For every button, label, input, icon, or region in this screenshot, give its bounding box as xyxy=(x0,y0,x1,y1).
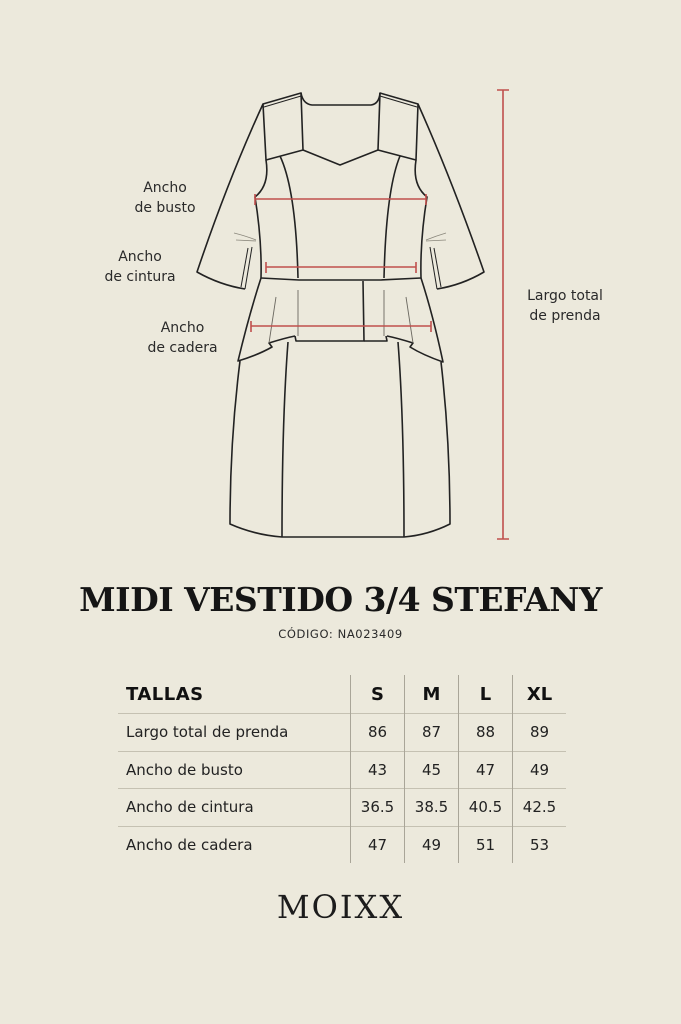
hip-measure-line xyxy=(251,321,431,332)
length-label xyxy=(515,286,615,326)
cell-value: 89 xyxy=(513,714,567,752)
waist-label xyxy=(95,247,185,287)
cell-value: 45 xyxy=(405,751,459,789)
cell-value: 87 xyxy=(405,714,459,752)
cell-value: 36.5 xyxy=(351,789,405,827)
row-label: Ancho de cintura xyxy=(118,789,351,827)
right-sleeve xyxy=(418,104,484,289)
size-table-header xyxy=(118,675,566,714)
row-label: Ancho de busto xyxy=(118,751,351,789)
cell-value: 53 xyxy=(513,826,567,863)
table-row xyxy=(118,789,566,827)
cell-value: 38.5 xyxy=(405,789,459,827)
table-row xyxy=(118,751,566,789)
hip-label-line2: de cadera xyxy=(147,340,218,356)
waist-seam xyxy=(261,278,421,280)
header-size-s: S xyxy=(351,675,405,714)
bust-label-line2: de busto xyxy=(134,200,196,216)
peplum-right xyxy=(387,278,443,362)
cell-value: 88 xyxy=(459,714,513,752)
row-label: Largo total de prenda xyxy=(118,714,351,752)
size-table xyxy=(118,675,566,863)
skirt xyxy=(230,361,450,537)
bust-label-line1: Ancho xyxy=(143,180,187,196)
cell-value: 49 xyxy=(405,826,459,863)
waist-label-line2: de cintura xyxy=(104,269,176,285)
length-measure-line xyxy=(497,90,509,539)
cell-value: 43 xyxy=(351,751,405,789)
header-tallas: TALLAS xyxy=(126,683,204,705)
peplum-left xyxy=(238,278,295,361)
bust-label xyxy=(125,178,205,218)
hip-label-line1: Ancho xyxy=(160,320,205,336)
cell-value: 47 xyxy=(459,751,513,789)
cell-value: 47 xyxy=(351,826,405,863)
row-label: Ancho de cadera xyxy=(118,826,351,863)
bust-measure-line xyxy=(255,194,426,205)
length-label-line1: Largo total xyxy=(527,288,603,304)
table-row xyxy=(118,826,566,863)
bodice-right-side xyxy=(415,160,427,278)
table-row xyxy=(118,714,566,752)
v-neck xyxy=(303,150,378,165)
cell-value: 49 xyxy=(513,751,567,789)
cell-value: 42.5 xyxy=(513,789,567,827)
cell-value: 86 xyxy=(351,714,405,752)
neckline xyxy=(301,93,380,105)
length-label-line2: de prenda xyxy=(529,308,601,324)
cell-value: 40.5 xyxy=(459,789,513,827)
header-size-xl: XL xyxy=(513,675,567,714)
hip-label xyxy=(140,318,225,358)
header-size-m: M xyxy=(405,675,459,714)
brand-logo: MOIXX xyxy=(276,888,405,926)
left-sleeve xyxy=(197,104,263,289)
right-yoke xyxy=(378,93,418,160)
product-title: MIDI VESTIDO 3/4 STEFANY xyxy=(79,580,602,619)
product-code: CÓDIGO: NA023409 xyxy=(278,627,403,641)
bodice-left-side xyxy=(255,160,267,278)
cell-value: 51 xyxy=(459,826,513,863)
header-size-l: L xyxy=(459,675,513,714)
waist-label-line1: Ancho xyxy=(118,249,162,265)
left-yoke xyxy=(263,93,303,160)
waist-measure-line xyxy=(266,262,416,273)
